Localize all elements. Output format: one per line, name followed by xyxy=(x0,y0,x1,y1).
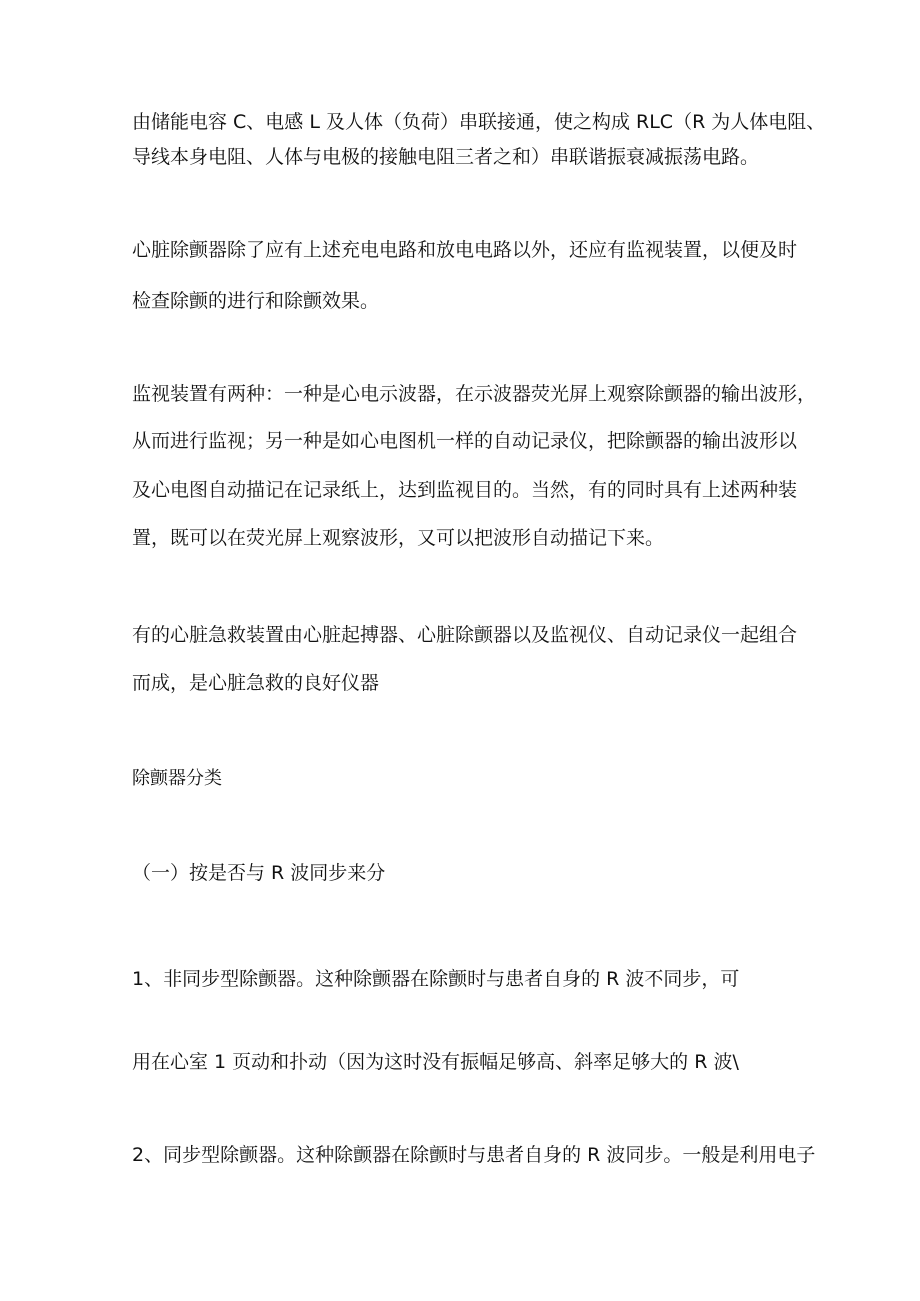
paragraph-1-line-1: 由储能电容 C、电感 L 及人体（负荷）串联接通，使之构成 RLC（R 为人体电阻、 xyxy=(132,111,826,133)
paragraph-4-line-1: 有的心脏急救装置由心脏起搏器、心脏除颤器以及监视仪、自动记录仪一起组合 xyxy=(132,624,798,646)
subsection-heading: （一）按是否与 R 波同步来分 xyxy=(132,862,386,884)
paragraph-3-line-4: 置，既可以在荧光屏上观察波形，又可以把波形自动描记下来。 xyxy=(132,527,665,549)
paragraph-2-line-1: 心脏除颤器除了应有上述充电电路和放电电路以外，还应有监视装置，以便及时 xyxy=(132,239,798,261)
paragraph-4-line-2: 而成，是心脏急救的良好仪器 xyxy=(132,672,380,694)
item-2-line-1: 2、同步型除颤器。这种除颤器在除颤时与患者自身的 R 波同步。一般是利用电子 xyxy=(132,1144,816,1166)
paragraph-2-line-2: 检查除颤的进行和除颤效果。 xyxy=(132,290,380,312)
paragraph-3-line-3: 及心电图自动描记在记录纸上，达到监视目的。当然，有的同时具有上述两种装 xyxy=(132,479,798,501)
item-1-line-2: 用在心室 1 页动和扑动（因为这时没有振幅足够高、斜率足够大的 R 波\ xyxy=(132,1051,739,1073)
section-heading: 除颤器分类 xyxy=(132,768,222,789)
item-1-line-1: 1、非同步型除颤器。这种除颤器在除颤时与患者自身的 R 波不同步，可 xyxy=(132,968,740,990)
paragraph-3-line-1: 监视装置有两种：一种是心电示波器，在示波器荧光屏上观察除颤器的输出波形， xyxy=(132,383,817,405)
paragraph-1-line-2: 导线本身电阻、人体与电极的接触电阻三者之和）串联谐振衰减振荡电路。 xyxy=(132,146,760,168)
paragraph-3-line-2: 从而进行监视；另一种是如心电图机一样的自动记录仪，把除颤器的输出波形以 xyxy=(132,430,798,452)
